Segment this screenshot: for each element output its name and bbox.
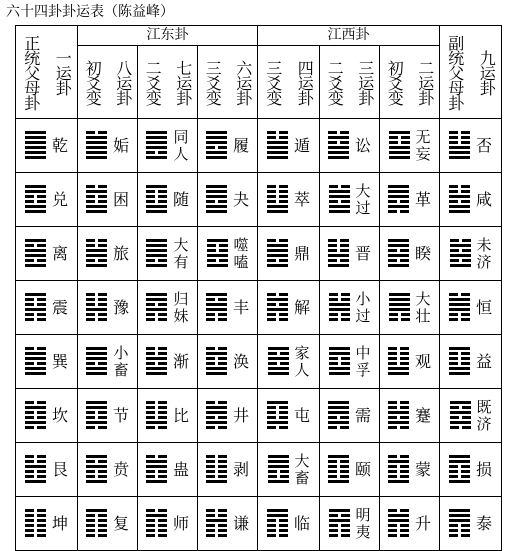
header-col-4 [320,46,380,119]
hexagram-name: 履 [233,135,250,155]
hexagram-icon [449,131,470,161]
hexagram-name: 节 [112,405,129,425]
hexagram-name: 坤 [51,513,68,533]
hexagram-name: 困 [112,189,129,209]
hexagram-icon [146,455,167,485]
page-title: 六十四卦卦运表（陈益峰） [6,4,174,20]
hexagram-icon [146,401,167,431]
hexagram-icon [389,293,410,323]
hexagram-name: 明 夷 [355,505,371,541]
hexagram-icon [329,509,350,539]
hexagram-name: 复 [112,513,129,533]
hexagram-icon [146,347,167,377]
hexagram-icon [329,293,350,323]
hexagram-icon [206,347,227,377]
hexagram-name: 豫 [112,297,129,317]
hexagram-cell [440,443,502,497]
hexagram-icon [86,455,107,485]
hexagram-cell [440,335,502,389]
hexagram-name: 离 [51,243,68,263]
hexagram-name: 巽 [51,351,68,371]
hexagram-cell [380,497,440,551]
table-row [16,227,502,281]
hexagram-cell [258,497,320,551]
hexagram-name: 未 济 [476,235,492,271]
hexagram-cell [198,119,258,173]
hexagram-name: 夬 [233,189,250,209]
hexagram-cell [258,173,320,227]
hexagram-name: 恒 [476,297,493,317]
header-col-2-part-0: 三爻变 [203,59,223,105]
hexagram-icon [449,185,470,215]
hexagram-icon [25,455,46,485]
hexagram-name: 解 [294,297,311,317]
hexagram-cell [320,227,380,281]
table-row [16,443,502,497]
hexagram-icon [267,131,288,161]
hexagram-cell [258,335,320,389]
hexagram-icon [328,455,349,485]
header-last-a: 九运卦 [477,49,497,95]
hexagram-icon [86,239,107,269]
hexagram-icon [25,131,46,161]
hexagram-icon [268,455,289,485]
hexagram-name: 无 妄 [415,127,431,163]
hexagram-cell [16,497,78,551]
hexagram-name: 蹇 [415,405,432,425]
hexagram-icon [146,509,167,539]
hexagram-cell [320,281,380,335]
hexagram-name: 升 [415,513,432,533]
hexagram-cell [380,389,440,443]
hexagram-cell [258,227,320,281]
hexagram-cell [258,119,320,173]
hexagram-icon [86,131,107,161]
hexagram-name: 咸 [476,189,493,209]
hexagram-name: 讼 [355,135,372,155]
hexagram-cell [138,119,198,173]
hexagram-name: 谦 [233,513,250,533]
hexagram-icon [86,293,107,323]
table-row [16,281,502,335]
header-col-0 [78,46,138,119]
header-col-1-part-1: 七运卦 [173,59,193,105]
hexagram-name: 贲 [112,459,129,479]
hexagram-icon [146,239,167,269]
header-col-1-part-0: 二爻变 [143,59,163,105]
hexagram-cell [16,389,78,443]
hexagram-icon [25,401,46,431]
hexagram-name: 颐 [355,459,372,479]
header-col-4-part-0: 二爻变 [325,59,345,105]
hexagram-cell [440,389,502,443]
hexagram-icon [267,293,288,323]
hexagram-cell [78,497,138,551]
hexagram-icon [146,185,167,215]
hexagram-name: 大 过 [355,181,371,217]
table-row [16,497,502,551]
hexagram-name: 大 畜 [294,451,310,487]
hexagram-cell [198,335,258,389]
hexagram-cell [380,119,440,173]
hexagram-cell [440,281,502,335]
hexagram-icon [86,509,107,539]
header-col-1 [138,46,198,119]
hexagram-cell [138,497,198,551]
hexagram-cell [198,443,258,497]
header-col-4-part-1: 三运卦 [355,59,375,105]
hexagram-cell [320,335,380,389]
hexagram-icon [206,185,227,215]
hexagram-name: 损 [476,459,493,479]
hexagram-cell [198,227,258,281]
hexagram-cell [16,227,78,281]
hexagram-cell [138,443,198,497]
hexagram-icon [388,185,409,215]
hexagram-icon [25,293,46,323]
header-main-b: 一运卦 [53,49,73,95]
hexagram-cell [198,173,258,227]
hexagram-name: 睽 [415,243,432,263]
hexagram-icon [388,347,409,377]
hexagram-name: 萃 [294,189,311,209]
hexagram-table [15,25,502,551]
header-main-a: 正统父母卦 [21,34,41,110]
hexagram-icon [329,347,350,377]
hexagram-icon [389,131,410,161]
hexagram-cell [380,335,440,389]
hexagram-icon [206,455,227,485]
header-col-5-part-1: 二运卦 [415,59,435,105]
hexagram-name: 坎 [51,405,68,425]
hexagram-table-wrap [15,25,502,551]
hexagram-cell [138,281,198,335]
hexagram-cell [380,443,440,497]
hexagram-cell [78,173,138,227]
hexagram-icon [206,509,227,539]
hexagram-name: 屯 [294,405,311,425]
hexagram-cell [16,281,78,335]
hexagram-name: 遁 [294,135,311,155]
hexagram-cell [198,497,258,551]
table-row [16,173,502,227]
hexagram-cell [198,281,258,335]
hexagram-icon [268,347,289,377]
header-col-2 [198,46,258,119]
hexagram-cell [78,335,138,389]
header-main-parent [16,26,78,119]
hexagram-name: 蒙 [415,459,432,479]
header-col-5-part-0: 初爻变 [385,59,405,105]
hexagram-icon [388,401,409,431]
hexagram-name: 中 孚 [355,343,371,379]
hexagram-cell [16,173,78,227]
hexagram-icon [449,293,470,323]
hexagram-icon [86,347,107,377]
hexagram-name: 震 [51,297,68,317]
hexagram-icon [329,185,350,215]
hexagram-name: 旅 [112,243,129,263]
table-row [16,389,502,443]
hexagram-icon [267,239,288,269]
hexagram-cell [320,173,380,227]
hexagram-name: 需 [355,405,372,425]
hexagram-cell [16,335,78,389]
hexagram-name: 归 妹 [173,289,189,325]
hexagram-name: 随 [172,189,189,209]
hexagram-icon [267,401,288,431]
hexagram-icon [449,509,470,539]
hexagram-icon [450,239,471,269]
hexagram-name: 鼎 [294,243,311,263]
hexagram-icon [388,455,409,485]
header-col-0-part-0: 初爻变 [83,59,103,105]
hexagram-cell [380,227,440,281]
hexagram-name: 革 [415,189,432,209]
hexagram-icon [25,509,46,539]
hexagram-cell [380,281,440,335]
hexagram-name: 大 壮 [415,289,431,325]
header-jiangdong: 江东卦 [78,26,258,46]
hexagram-name: 小 畜 [113,343,129,379]
hexagram-icon [206,401,227,431]
hexagram-name: 剥 [233,459,250,479]
hexagram-icon [388,509,409,539]
hexagram-icon [328,131,349,161]
hexagram-icon [206,131,227,161]
hexagram-name: 同 人 [173,127,189,163]
hexagram-icon [206,293,227,323]
hexagram-cell [258,389,320,443]
hexagram-name: 家 人 [294,343,310,379]
hexagram-cell [16,443,78,497]
hexagram-cell [138,227,198,281]
hexagram-cell [440,173,502,227]
hexagram-icon [207,239,228,269]
hexagram-name: 益 [476,351,493,371]
hexagram-icon [25,347,46,377]
hexagram-icon [146,293,167,323]
table-row [16,119,502,173]
hexagram-icon [267,509,288,539]
hexagram-name: 否 [476,135,493,155]
hexagram-name: 观 [415,351,432,371]
hexagram-icon [25,185,46,215]
header-col-5 [380,46,440,119]
hexagram-name: 井 [233,405,250,425]
hexagram-cell [78,227,138,281]
hexagram-cell [138,335,198,389]
hexagram-icon [86,401,107,431]
hexagram-cell [78,389,138,443]
hexagram-name: 乾 [51,135,68,155]
hexagram-cell [320,497,380,551]
header-col-3-part-0: 三爻变 [263,59,283,105]
hexagram-cell [258,281,320,335]
hexagram-name: 艮 [51,459,68,479]
hexagram-cell [78,119,138,173]
hexagram-name: 渐 [172,351,189,371]
hexagram-name: 丰 [233,297,250,317]
hexagram-icon [86,185,107,215]
hexagram-cell [380,173,440,227]
hexagram-cell [138,389,198,443]
hexagram-name: 既 济 [476,397,492,433]
hexagram-cell [138,173,198,227]
hexagram-cell [16,119,78,173]
hexagram-icon [388,239,409,269]
header-col-2-part-1: 六运卦 [233,59,253,105]
hexagram-name: 师 [172,513,189,533]
hexagram-cell [78,443,138,497]
hexagram-cell [198,389,258,443]
hexagram-icon [146,131,167,161]
hexagram-icon [449,347,470,377]
hexagram-cell [320,389,380,443]
hexagram-name: 晋 [355,243,372,263]
hexagram-cell [440,227,502,281]
table-row [16,335,502,389]
header-last-b: 副统父母卦 [445,34,465,110]
hexagram-icon [267,185,288,215]
hexagram-icon [25,239,46,269]
hexagram-name: 涣 [233,351,250,371]
header-last-parent [440,26,502,119]
hexagram-name: 小 过 [355,289,371,325]
hexagram-icon [328,239,349,269]
hexagram-cell [258,443,320,497]
hexagram-name: 蛊 [172,459,189,479]
header-col-0-part-1: 八运卦 [113,59,133,105]
hexagram-name: 比 [172,405,189,425]
hexagram-name: 姤 [112,135,129,155]
hexagram-cell [320,443,380,497]
hexagram-name: 临 [294,513,311,533]
hexagram-cell [320,119,380,173]
hexagram-cell [440,119,502,173]
hexagram-name: 噬 嗑 [233,235,249,271]
header-jiangxi: 江西卦 [258,26,440,46]
hexagram-icon [449,455,470,485]
header-col-3-part-1: 四运卦 [295,59,315,105]
hexagram-name: 泰 [476,513,493,533]
hexagram-cell [78,281,138,335]
hexagram-name: 大 有 [173,235,189,271]
hexagram-icon [328,401,349,431]
hexagram-cell [440,497,502,551]
hexagram-name: 兑 [51,189,68,209]
header-col-3 [258,46,320,119]
hexagram-icon [450,401,471,431]
